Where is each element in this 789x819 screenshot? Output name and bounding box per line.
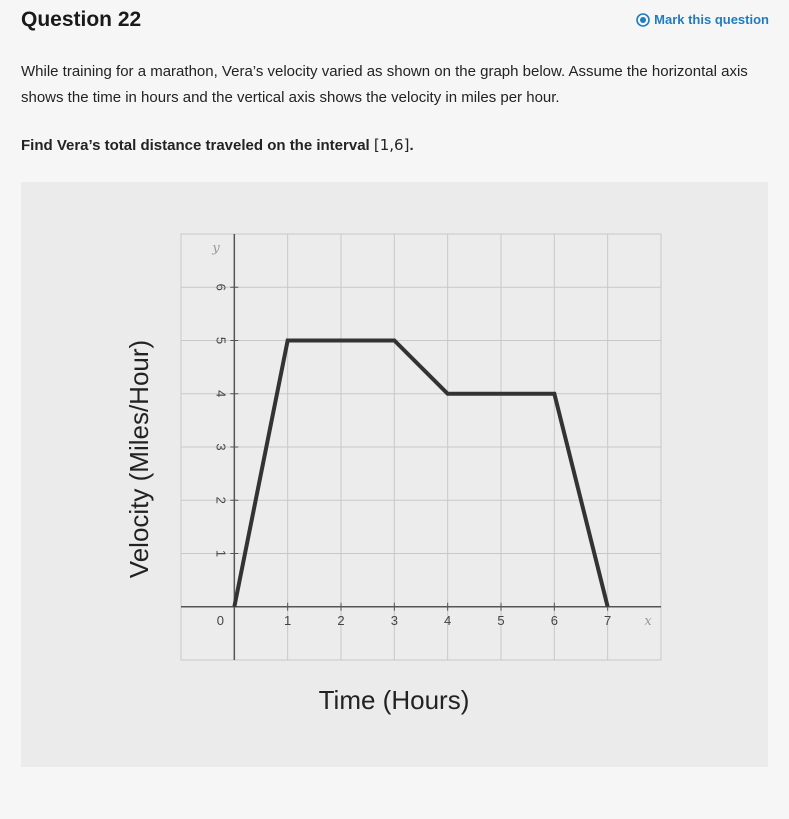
x-tick-label: 0 [216,612,224,628]
graph-figure [21,182,768,767]
radio-target-icon [636,13,650,27]
mark-question-label: Mark this question [654,12,769,27]
x-tick-label: 5 [497,612,505,628]
question-header [21,8,769,36]
x-tick-label: 2 [337,612,345,628]
y-tick-label: 4 [213,390,229,398]
question-prompt: While training for a marathon, Vera’s velocity varied as shown on the graph below. Assume the horizontal axis shows the time in hours and the vertical axis shows the velocity in miles per hour. [21,63,748,106]
velocity-chart [21,182,768,767]
x-axis-letter: x [644,614,652,629]
x-tick-label: 1 [284,612,292,628]
y-tick-label: 2 [213,496,229,504]
question-end: . [409,137,414,154]
y-tick-label: 5 [213,336,229,345]
y-tick-label: 6 [213,283,229,291]
x-tick-label: 6 [550,612,558,628]
mark-question-button[interactable] [636,12,769,27]
y-tick-label: 3 [213,443,229,451]
question-text: Find Vera’s total distance traveled on the interval [21,137,374,154]
x-tick-label: 7 [604,612,612,628]
interval-math: [1,6] [373,136,410,154]
y-axis-label: Velocity (Miles/Hour) [124,339,154,579]
y-axis-letter: y [212,241,220,256]
x-tick-label: 3 [390,612,398,628]
question-title: Question 22 [21,8,142,31]
question-statement [21,136,414,154]
x-axis-label: Time (Hours) [318,685,470,715]
x-tick-label: 4 [444,612,452,628]
y-tick-label: 1 [213,549,229,558]
